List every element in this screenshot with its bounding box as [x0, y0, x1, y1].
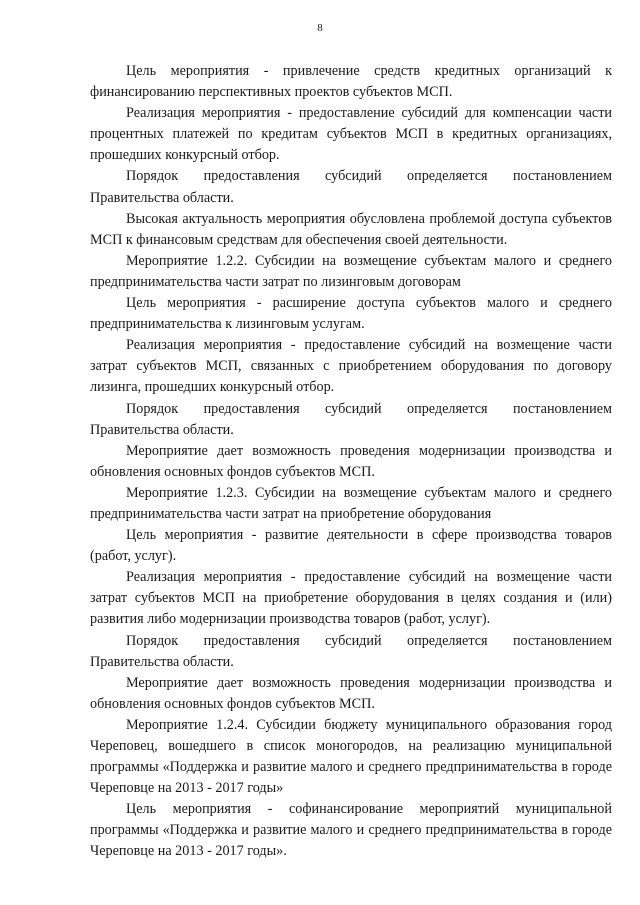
paragraph: Цель мероприятия - расширение доступа субъектов малого и среднего предпринимательства к лизинговым услугам.	[90, 295, 612, 333]
paragraph: Цель мероприятия - софинансирование мероприятий муниципальной программы «Поддержка и развитие малого и среднего предпринимательства в городе Череповце на 2013 - 2017 годы».	[90, 801, 612, 860]
page-number: 8	[317, 22, 323, 34]
heading-measure-1-2-3: Мероприятие 1.2.3. Субсидии на возмещение субъектам малого и среднего предпринимательства части затрат на приобретение оборудования	[90, 484, 612, 522]
heading-measure-1-2-4: Мероприятие 1.2.4. Субсидии бюджету муниципального образования город Череповец, вошедшего в список моногородов, на реализацию муниципальной программы «Поддержка и развитие малого и среднего предпринимательства в городе Череповце на 2013 - 2017 годы»	[90, 716, 612, 797]
paragraph: Цель мероприятия - привлечение средств кредитных организаций к финансированию перспективных проектов субъектов МСП.	[90, 63, 612, 101]
heading-measure-1-2-2: Мероприятие 1.2.2. Субсидии на возмещение субъектам малого и среднего предпринимательства части затрат по лизинговым договорам	[90, 252, 612, 290]
document-body	[90, 61, 612, 863]
paragraph: Цель мероприятия - развитие деятельности в сфере производства товаров (работ, услуг).	[90, 527, 612, 565]
paragraph: Реализация мероприятия - предоставление субсидий на возмещение части затрат субъектов МСП, связанных с приобретением оборудования по договору лизинга, прошедших конкурсный отбор.	[90, 337, 612, 396]
paragraph: Порядок предоставления субсидий определяется постановлением Правительства области.	[90, 168, 612, 206]
paragraph: Порядок предоставления субсидий определяется постановлением Правительства области.	[90, 632, 612, 670]
paragraph: Высокая актуальность мероприятия обусловлена проблемой доступа субъектов МСП к финансовым средствам для обеспечения своей деятельности.	[90, 210, 612, 248]
paragraph: Мероприятие дает возможность проведения модернизации производства и обновления основных фондов субъектов МСП.	[90, 442, 612, 480]
paragraph: Реализация мероприятия - предоставление субсидий для компенсации части процентных платежей по кредитам субъектов МСП в кредитных организациях, прошедших конкурсный отбор.	[90, 105, 612, 164]
paragraph: Мероприятие дает возможность проведения модернизации производства и обновления основных фондов субъектов МСП.	[90, 674, 612, 712]
paragraph: Реализация мероприятия - предоставление субсидий на возмещение части затрат субъектов МСП на приобретение оборудования в целях создания и (или) развития либо модернизации производства товаров (работ, услуг).	[90, 569, 612, 628]
paragraph: Порядок предоставления субсидий определяется постановлением Правительства области.	[90, 400, 612, 438]
